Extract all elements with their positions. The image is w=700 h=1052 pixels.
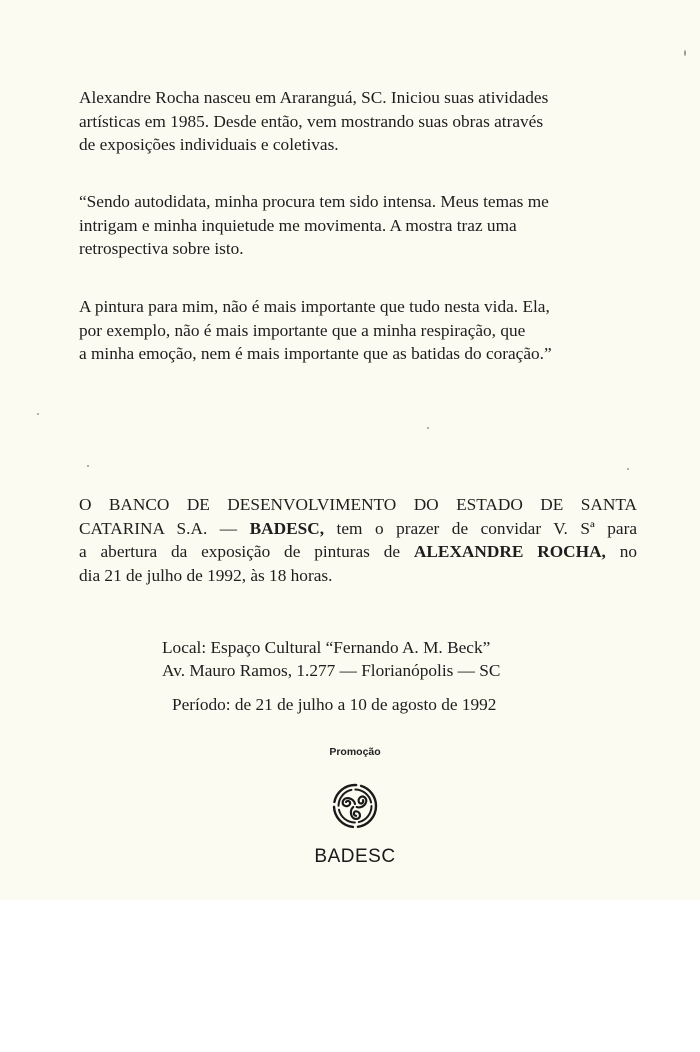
exhibition-period: Período: de 21 de julho a 10 de agosto de 1992 bbox=[172, 695, 497, 714]
organization-name: BADESC, bbox=[249, 518, 325, 538]
invitation-line: dia 21 de julho de 1992, às 18 horas. bbox=[79, 565, 333, 585]
promotion-label: Promoção bbox=[329, 746, 381, 758]
scan-speck bbox=[684, 50, 686, 56]
badesc-spiral-logo-icon bbox=[330, 780, 380, 830]
quote-line: a minha emoção, nem é mais importante que as batidas do coração.” bbox=[79, 344, 552, 363]
invitation-line bbox=[79, 540, 637, 564]
invitation-text-fragment: no bbox=[619, 542, 638, 561]
badesc-logo-wordmark: BADESC bbox=[314, 846, 396, 867]
quote-line: por exemplo, não é mais importante que a minha respiração, que bbox=[79, 320, 526, 340]
artist-bio bbox=[79, 86, 624, 157]
artist-name: ALEXANDRE ROCHA, bbox=[413, 542, 606, 561]
scan-speck bbox=[427, 427, 429, 429]
bio-line: de exposições individuais e coletivas. bbox=[79, 135, 339, 154]
invitation-text-fragment: tem o prazer de convidar V. Sª para bbox=[336, 518, 637, 538]
quote-line: “Sendo autodidata, minha procura tem sido intensa. Meus temas me bbox=[79, 192, 549, 211]
bio-line: Alexandre Rocha nasceu em Araranguá, SC. Iniciou suas atividades bbox=[79, 88, 549, 107]
venue-address: Av. Mauro Ramos, 1.277 — Florianópolis — SC bbox=[162, 661, 501, 680]
scan-speck bbox=[627, 468, 629, 470]
event-location bbox=[162, 636, 500, 682]
scan-speck bbox=[37, 413, 39, 415]
quote-line: intrigam e minha inquietude me movimenta. A mostra traz uma bbox=[79, 215, 517, 235]
artist-quote-paragraph-1 bbox=[79, 190, 624, 261]
invitation-line: O BANCO DE DESENVOLVIMENTO DO ESTADO DE SANTA bbox=[79, 495, 637, 514]
invitation-line bbox=[79, 517, 637, 541]
bio-line: artísticas em 1985. Desde então, vem mostrando suas obras através bbox=[79, 111, 544, 131]
quote-line: retrospectiva sobre isto. bbox=[79, 239, 244, 258]
quote-line: A pintura para mim, não é mais importante que tudo nesta vida. Ela, bbox=[79, 297, 550, 316]
artist-quote-paragraph-2 bbox=[79, 295, 624, 366]
venue-name: Local: Espaço Cultural “Fernando A. M. Beck” bbox=[162, 638, 491, 657]
invitation-text-fragment: CATARINA S.A. — bbox=[79, 518, 238, 538]
invitation-text bbox=[79, 493, 637, 587]
scan-speck bbox=[87, 465, 89, 467]
invitation-text-fragment: a abertura da exposição de pinturas de bbox=[79, 542, 401, 561]
